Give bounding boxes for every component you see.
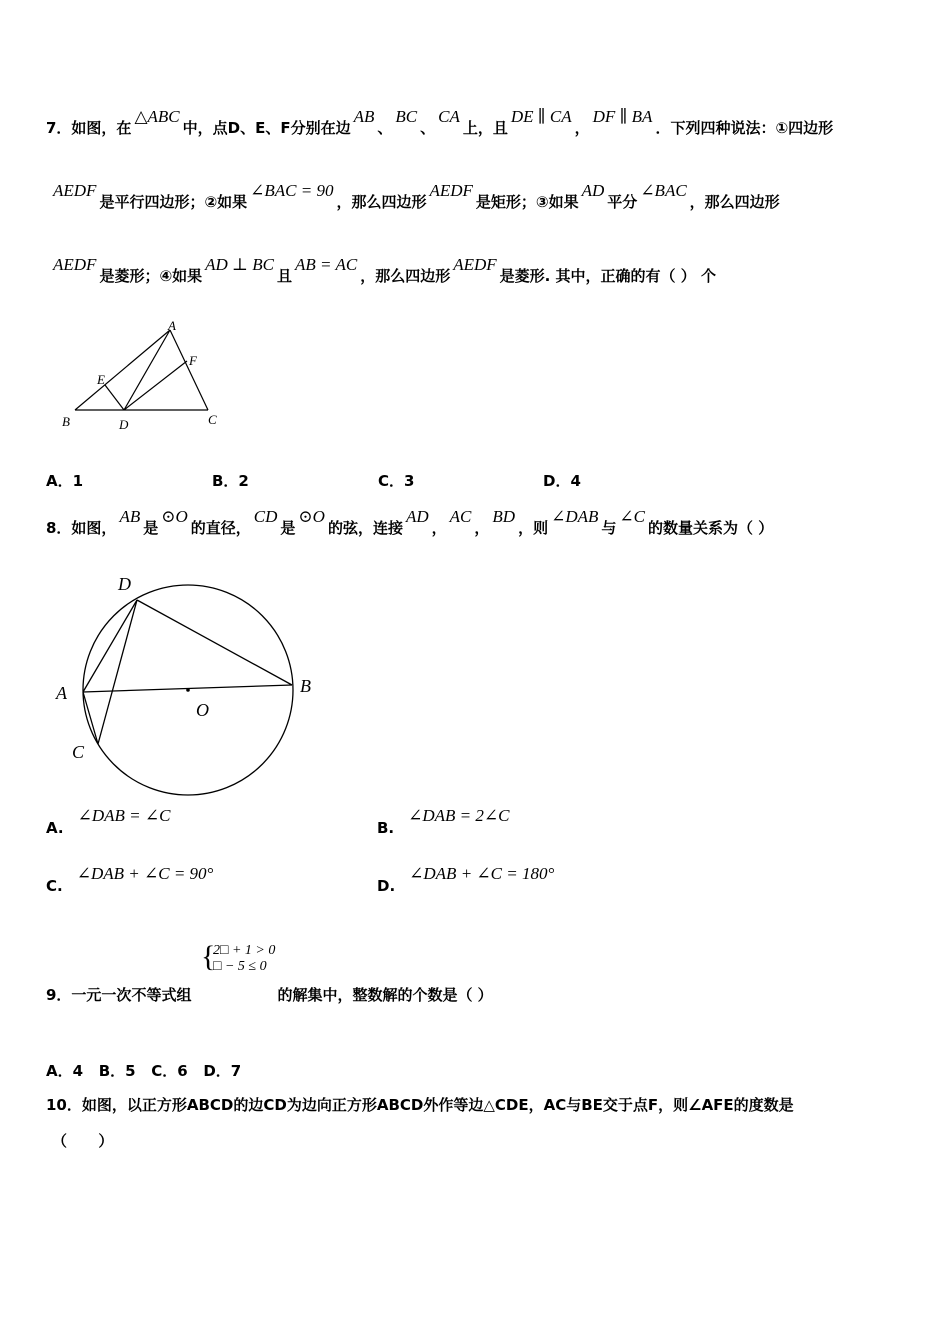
chord-ac — [83, 692, 98, 744]
label-o: O — [196, 700, 209, 720]
q7-number: 7．如图，在 — [46, 119, 132, 137]
label-c: C — [72, 742, 85, 762]
chord-ad — [83, 600, 137, 692]
q10-answer-paren: （ ） — [52, 1132, 114, 1150]
q7-option-c[interactable]: C．3 — [378, 472, 415, 490]
q8-option-b[interactable]: B.∠DAB = 2∠C — [377, 806, 510, 837]
q7-line-3: AEDF是菱形；④如果AD ⊥ BC且AB = AC，那么四边形AEDF是菱形. 其中，正确的有（ ） 个 — [53, 255, 717, 285]
q9-inequality-1: 2□ + 1 > 0 — [213, 943, 276, 958]
math-triangle-abc: △ABC — [134, 107, 180, 126]
q7-line-1: 7．如图，在△ABC中，点D、E、F分别在边AB、BC、CA上，且DE ∥ CA，DF ∥ BA．下列四种说法：①四边形 — [46, 107, 834, 137]
label-b: B — [62, 414, 70, 429]
q7-option-a[interactable]: A．1 — [46, 472, 84, 490]
center-point — [186, 688, 190, 692]
label-d: D — [119, 417, 129, 432]
label-e: E — [97, 372, 105, 387]
q9-options[interactable]: A．4 B．5 C．6 D．7 — [46, 1062, 242, 1080]
q9-line-1: 9．一元一次不等式组 的解集中，整数解的个数是（ ） — [46, 986, 493, 1004]
q8-line-1: 8．如图，AB是⊙O的直径，CD是⊙O的弦，连接AD，AC，BD，则∠DAB与∠C的数量关系为（ ） — [46, 507, 774, 537]
brace-icon: { — [201, 940, 216, 973]
segment-df — [124, 361, 187, 410]
label-b: B — [300, 676, 311, 696]
q7-option-d[interactable]: D．4 — [543, 472, 581, 490]
chord-db — [137, 600, 292, 685]
label-c: C — [208, 412, 217, 427]
label-f: F — [189, 353, 197, 368]
q8-option-d[interactable]: D.∠DAB + ∠C = 180° — [377, 864, 555, 895]
q8-circle-figure — [48, 568, 328, 804]
segment-ed — [105, 385, 124, 410]
label-d: D — [118, 574, 131, 594]
q10-line-1: 10．如图，以正方形ABCD的边CD为边向正方形ABCD外作等边△CDE，AC与BE交于点F，则∠AFE的度数是 — [46, 1096, 794, 1114]
label-a: A — [168, 318, 176, 333]
label-a: A — [56, 683, 67, 703]
q9-inequality-system — [201, 940, 276, 975]
q9-number: 9．一元一次不等式组 — [46, 986, 192, 1004]
q8-option-c[interactable]: C.∠DAB + ∠C = 90° — [46, 864, 214, 895]
q8-number: 8．如图， — [46, 519, 117, 537]
q7-triangle-figure — [58, 318, 228, 436]
segment-da — [124, 330, 170, 410]
chord-dc — [98, 600, 137, 744]
segment-ba — [75, 330, 170, 410]
q9-inequality-2: □ − 5 ≤ 0 — [213, 959, 267, 974]
q7-line-2: AEDF是平行四边形；②如果∠BAC = 90，那么四边形AEDF是矩形；③如果AD平分∠BAC，那么四边形 — [53, 181, 780, 211]
q7-option-b[interactable]: B．2 — [212, 472, 249, 490]
q8-option-a[interactable]: A.∠DAB = ∠C — [46, 806, 171, 837]
